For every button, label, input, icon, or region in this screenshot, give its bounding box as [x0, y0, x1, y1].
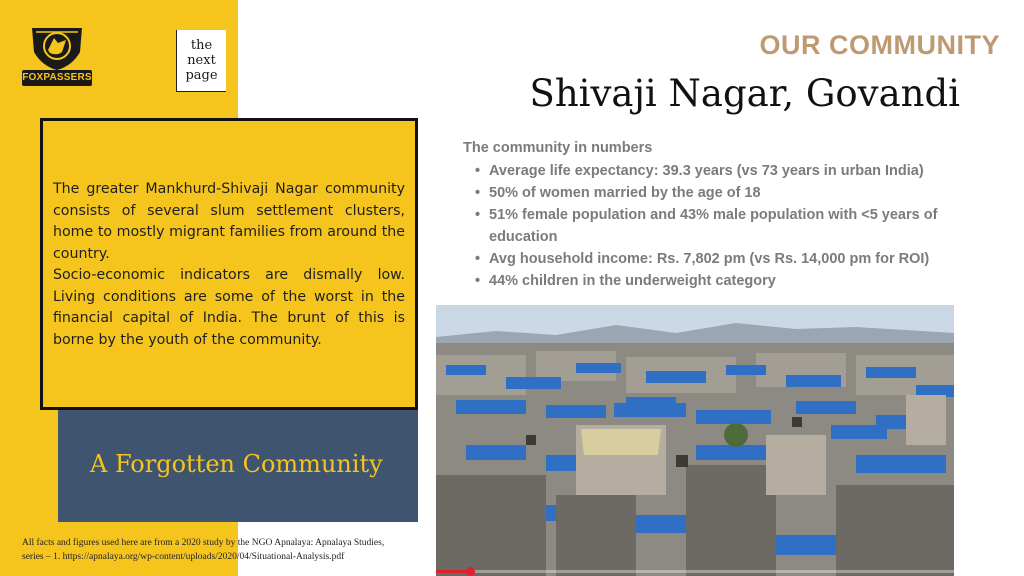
source-footnote: All facts and figures used here are from a 2020 study by the NGO Apnalaya: Apnalaya Studies, series – 1. https://apnalaya.org/wp-content/uploads/2020/04/Situational-Analysis.pdf [22, 538, 385, 562]
foxpassers-logo [22, 22, 92, 90]
stat-item: • 51% female population and 43% male population with <5 years of education [463, 204, 1003, 248]
intro-paragraph-2: Socio-economic indicators are dismally low. Living conditions are some of the worst in the financial capital of India. The brunt of this is borne by the youth of the community. [53, 267, 405, 348]
stats-list [463, 160, 1003, 292]
the-next-page-logo [176, 30, 226, 92]
band-title: A Forgotten Community [90, 450, 383, 478]
stat-item: • 44% children in the underweight category [463, 270, 1003, 292]
logo-wordmark: FOXPASSERS [22, 70, 92, 86]
stats-title: The community in numbers [463, 140, 653, 156]
partner-line-1: the [190, 38, 213, 53]
video-scrub-handle[interactable] [466, 567, 475, 576]
video-progress-fill [436, 570, 470, 573]
community-stats [463, 140, 1003, 292]
section-label: OUR COMMUNITY [759, 30, 1000, 60]
page-title: Shivaji Nagar, Govandi [529, 72, 960, 115]
stat-item: • Average life expectancy: 39.3 years (vs 73 years in urban India) [463, 160, 1003, 182]
stat-item: • 50% of women married by the age of 18 [463, 182, 1003, 204]
slum-settlement-photo[interactable] [436, 305, 954, 576]
fox-shield-icon [22, 22, 92, 72]
partner-line-2: next [187, 53, 216, 68]
intro-paragraph-1: The greater Mankhurd-Shivaji Nagar community consists of several slum settlement clusters, home to mostly migrant families from around the country. [53, 181, 405, 262]
intro-text-box [40, 118, 418, 410]
settlement-illustration [436, 305, 954, 576]
stat-item: • Avg household income: Rs. 7,802 pm (vs Rs. 14,000 pm for ROI) [463, 248, 1003, 270]
forgotten-community-band [58, 410, 418, 522]
video-progress-bar[interactable] [436, 570, 954, 573]
partner-line-3: page [185, 68, 218, 83]
